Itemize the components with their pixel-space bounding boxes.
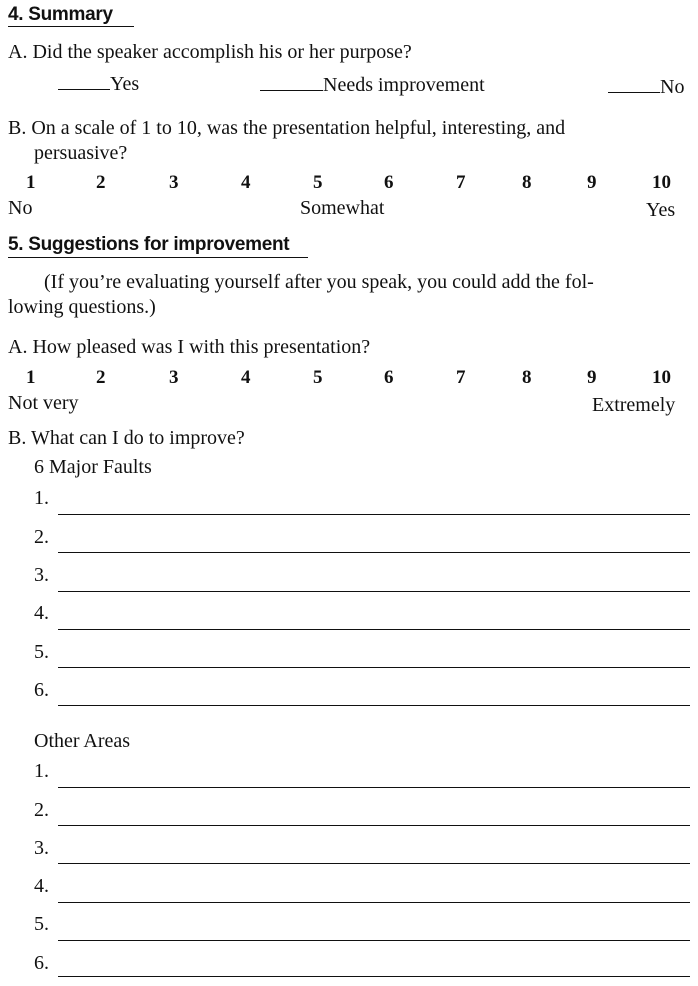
other-area-line-2[interactable] [58, 825, 690, 826]
major-faults-title: 6 Major Faults [34, 456, 152, 478]
option-yes-blank[interactable] [58, 71, 110, 90]
section-4-heading-underline [8, 26, 134, 27]
other-area-number-6: 6. [34, 952, 49, 974]
major-fault-number-2: 2. [34, 526, 49, 548]
scale1-9[interactable]: 9 [587, 172, 597, 193]
major-fault-line-1[interactable] [58, 514, 690, 515]
option-no-blank[interactable] [608, 74, 660, 93]
other-area-line-1[interactable] [58, 787, 690, 788]
scale1-label-low: No [8, 197, 33, 219]
option-needs-improvement-blank[interactable] [260, 72, 323, 91]
scale1-7[interactable]: 7 [456, 172, 466, 193]
other-area-number-5: 5. [34, 913, 49, 935]
option-needs-improvement-label: Needs improvement [323, 74, 485, 96]
option-no[interactable] [608, 74, 684, 99]
major-fault-line-4[interactable] [58, 629, 690, 630]
other-area-line-3[interactable] [58, 863, 690, 864]
other-area-number-3: 3. [34, 837, 49, 859]
scale1-8[interactable]: 8 [522, 172, 532, 193]
section-4-heading: 4. Summary [8, 4, 113, 25]
question-5b: B. What can I do to improve? [8, 427, 245, 449]
option-yes-label: Yes [110, 73, 140, 95]
other-area-number-2: 2. [34, 799, 49, 821]
other-area-line-6[interactable] [58, 976, 690, 977]
scale1-1[interactable]: 1 [26, 172, 36, 193]
question-5a: A. How pleased was I with this presentation? [8, 336, 371, 358]
major-fault-number-3: 3. [34, 564, 49, 586]
scale2-5[interactable]: 5 [313, 367, 323, 388]
scale2-7[interactable]: 7 [456, 367, 466, 388]
section-5-heading-underline [8, 257, 308, 258]
major-fault-line-3[interactable] [58, 591, 690, 592]
scale2-8[interactable]: 8 [522, 367, 532, 388]
question-4b-line2: persuasive? [34, 142, 128, 164]
scale2-label-high: Extremely [592, 394, 676, 416]
major-fault-number-6: 6. [34, 679, 49, 701]
section-5-note-line1: (If you’re evaluating yourself after you speak, you could add the fol- [44, 271, 594, 293]
question-4b-line1: B. On a scale of 1 to 10, was the presentation helpful, interesting, and [8, 117, 566, 139]
section-5-heading: 5. Suggestions for improvement [8, 234, 290, 255]
scale1-6[interactable]: 6 [384, 172, 394, 193]
major-fault-line-2[interactable] [58, 552, 690, 553]
question-4a: A. Did the speaker accomplish his or her purpose? [8, 41, 412, 63]
other-area-line-4[interactable] [58, 902, 690, 903]
major-fault-line-5[interactable] [58, 667, 690, 668]
scale2-9[interactable]: 9 [587, 367, 597, 388]
scale1-label-high: Yes [646, 199, 676, 221]
scale1-2[interactable]: 2 [96, 172, 106, 193]
scale1-3[interactable]: 3 [169, 172, 179, 193]
scale2-label-low: Not very [8, 392, 79, 414]
major-fault-number-5: 5. [34, 641, 49, 663]
major-fault-line-6[interactable] [58, 705, 690, 706]
scale2-3[interactable]: 3 [169, 367, 179, 388]
major-fault-number-1: 1. [34, 487, 49, 509]
scale2-6[interactable]: 6 [384, 367, 394, 388]
scale1-5[interactable]: 5 [313, 172, 323, 193]
section-5-note-line2: lowing questions.) [8, 296, 156, 318]
scale2-4[interactable]: 4 [241, 367, 251, 388]
scale2-1[interactable]: 1 [26, 367, 36, 388]
scale2-2[interactable]: 2 [96, 367, 106, 388]
option-no-label: No [660, 76, 685, 98]
option-needs-improvement[interactable] [260, 72, 485, 97]
option-yes[interactable] [58, 71, 139, 96]
scale2-10[interactable]: 10 [652, 367, 671, 388]
other-area-number-1: 1. [34, 760, 49, 782]
other-area-line-5[interactable] [58, 940, 690, 941]
scale1-10[interactable]: 10 [652, 172, 671, 193]
other-area-number-4: 4. [34, 875, 49, 897]
major-fault-number-4: 4. [34, 602, 49, 624]
other-areas-title: Other Areas [34, 730, 131, 752]
scale1-4[interactable]: 4 [241, 172, 251, 193]
scale1-label-mid: Somewhat [300, 197, 385, 219]
